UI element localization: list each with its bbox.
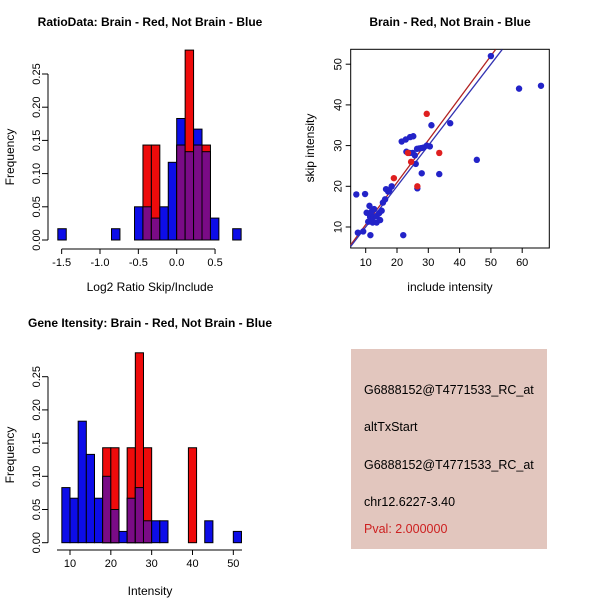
svg-text:40: 40	[186, 558, 199, 570]
svg-text:-0.5: -0.5	[128, 257, 148, 269]
svg-text:50: 50	[227, 558, 240, 570]
svg-text:20: 20	[104, 558, 117, 570]
ratio-histogram-plot	[0, 0, 300, 300]
gene-info-probe-id: G6888152@T4771533_RC_at	[364, 383, 534, 397]
ratio-histogram-xlabel: Log2 Ratio Skip/Include	[86, 280, 214, 294]
svg-text:0.0: 0.0	[169, 257, 185, 269]
svg-text:30: 30	[145, 558, 158, 570]
gene-histogram-ylabel: Frequency	[3, 426, 17, 484]
svg-text:10: 10	[359, 257, 372, 269]
svg-text:0.25: 0.25	[31, 63, 43, 85]
gene-histogram-xlabel: Intensity	[127, 584, 173, 598]
svg-text:60: 60	[516, 257, 529, 269]
gene-info-gene-id: G6888152@T4771533_RC_at	[364, 458, 534, 472]
svg-text:30: 30	[332, 139, 345, 152]
scatter-title: Brain - Red, Not Brain - Blue	[369, 15, 531, 29]
svg-text:10: 10	[63, 558, 77, 570]
svg-text:40: 40	[453, 257, 466, 269]
gene-histogram-title: Gene Itensity: Brain - Red, Not Brain - Blue	[27, 316, 273, 330]
scatter-ylabel: skip intensity	[303, 113, 317, 183]
svg-text:0.5: 0.5	[207, 257, 223, 269]
svg-text:10: 10	[332, 220, 345, 234]
gene-histogram-plot	[0, 300, 300, 600]
svg-text:0.25: 0.25	[31, 365, 43, 388]
gene-info-pvalue: Pval: 2.000000	[364, 522, 448, 536]
ratio-histogram-title: RatioData: Brain - Red, Not Brain - Blue	[37, 15, 263, 29]
svg-text:50: 50	[484, 257, 498, 269]
svg-text:-1.0: -1.0	[90, 257, 110, 269]
svg-text:0.05: 0.05	[31, 498, 43, 521]
gene-info-panel	[351, 349, 547, 549]
svg-text:0.15: 0.15	[31, 129, 43, 152]
svg-text:-1.5: -1.5	[52, 257, 72, 269]
svg-text:0.20: 0.20	[31, 399, 43, 421]
svg-text:50: 50	[332, 58, 345, 71]
ratio-histogram-ylabel: Frequency	[3, 128, 17, 186]
svg-text:20: 20	[332, 180, 345, 193]
svg-text:0.00: 0.00	[31, 229, 43, 251]
svg-text:40: 40	[332, 98, 345, 112]
svg-text:0.10: 0.10	[31, 465, 43, 488]
gene-info-event-type: altTxStart	[364, 420, 418, 434]
svg-text:20: 20	[390, 257, 404, 269]
svg-text:0.20: 0.20	[31, 96, 43, 118]
gene-info-locus: chr12.6227-3.40	[364, 495, 456, 509]
scatter-xlabel: include intensity	[407, 280, 493, 294]
svg-text:0.05: 0.05	[31, 196, 43, 218]
svg-text:0.10: 0.10	[31, 162, 43, 185]
svg-text:30: 30	[422, 257, 435, 269]
svg-text:0.00: 0.00	[31, 531, 43, 554]
svg-text:0.15: 0.15	[31, 432, 43, 454]
scatter-plot	[300, 0, 600, 300]
